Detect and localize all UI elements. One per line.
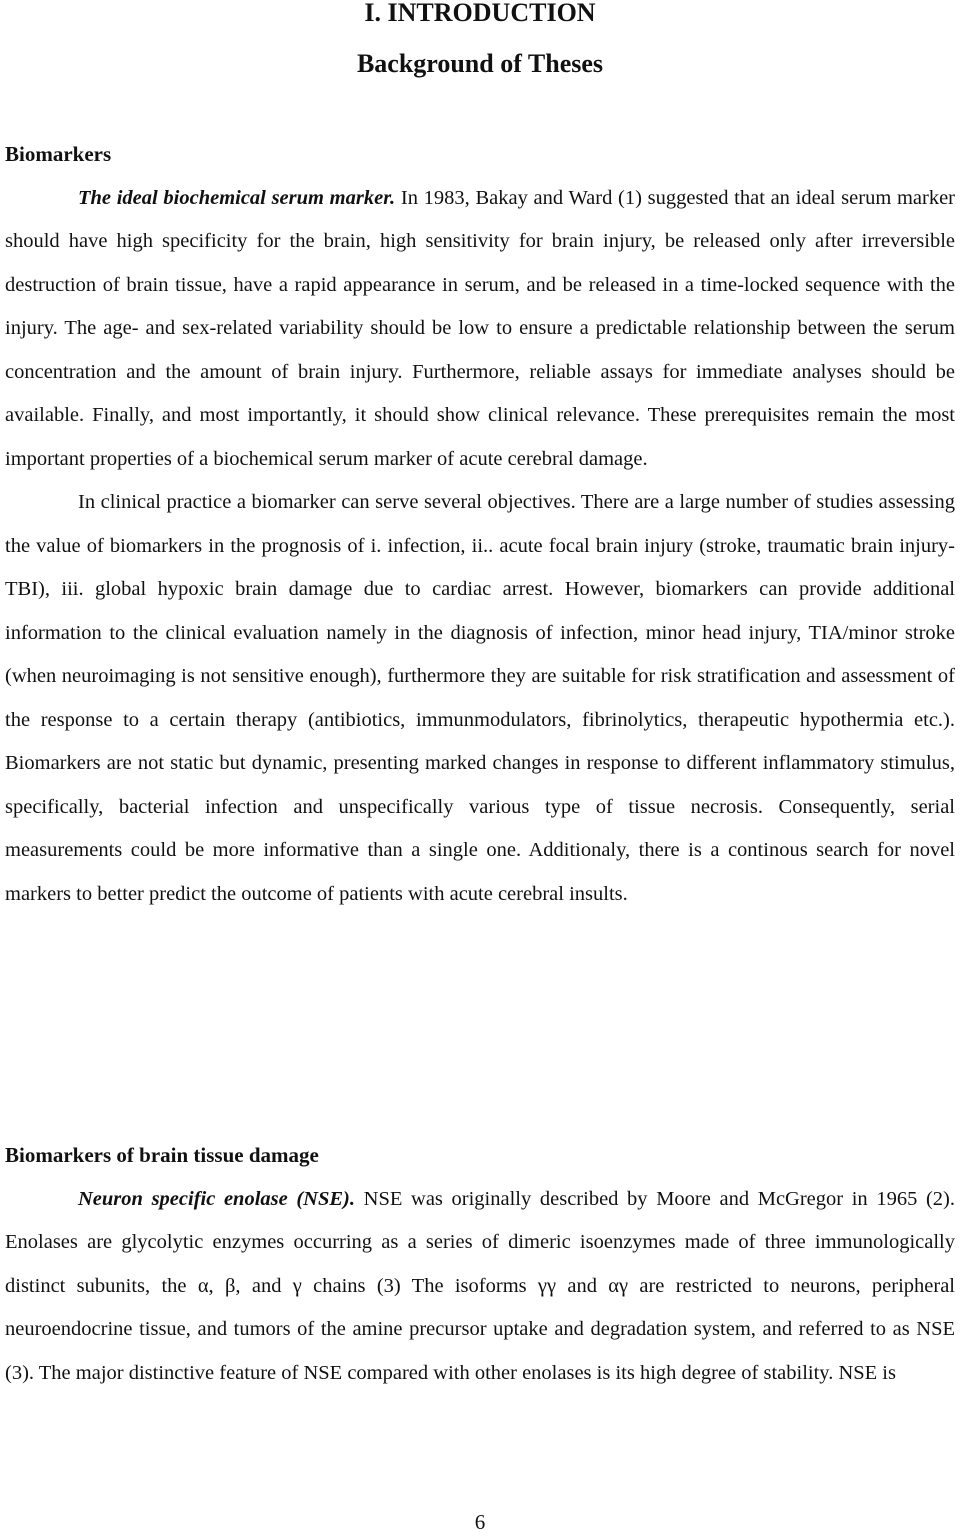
paragraph-ideal-marker — [5, 177, 955, 482]
section-biomarkers — [5, 133, 955, 916]
paragraph-text: NSE was originally described by Moore and McGregor in 1965 (2). Enolases are glycolytic enzymes occurring as a series of dimeric isoenzymes made of three immunologically distinct subunits, the α, β, and γ chains (3) The isoforms γγ and αγ are restricted to neurons, peripheral neuroendocrine tissue, and tumors of the amine precursor uptake and degradation system, and referred to as NSE (3). The major distinctive feature of NSE compared with other enolases is its high degree of stability. NSE is — [5, 1187, 955, 1384]
runin-ideal-marker: The ideal biochemical serum marker. — [78, 186, 396, 209]
section-brain-tissue-damage — [5, 1134, 955, 1395]
section-heading-biomarkers: Biomarkers — [5, 142, 112, 166]
paragraph-text: In 1983, Bakay and Ward (1) suggested that an ideal serum marker should have high specificity for the brain, high sensitivity for brain injury, be released only after irreversible destruction of brain tissue, have a rapid appearance in serum, and be released in a time-locked sequence with the injury. The age- and sex-related variability should be low to ensure a predictable relationship between the serum concentration and the amount of brain injury. Furthermore, reliable assays for immediate analyses should be available. Finally, and most importantly, it should show clinical relevance. These prerequisites remain the most important properties of a biochemical serum marker of acute cerebral damage. — [5, 186, 956, 470]
paragraph-nse — [5, 1178, 955, 1396]
paragraph-clinical-practice: In clinical practice a biomarker can serve several objectives. There are a large number of studies assessing the value of biomarkers in the prognosis of i. infection, ii.. acute focal brain injury (stroke, traumatic brain injury-TBI), iii. global hypoxic brain damage due to cardiac arrest. However, biomarkers can provide additional information to the clinical evaluation namely in the diagnosis of infection, minor head injury, TIA/minor stroke (when neuroimaging is not sensitive enough), furthermore they are suitable for risk stratification and assessment of the response to a certain therapy (antibiotics, immunmodulators, fibrinolytics, therapeutic hypothermia etc.). Biomarkers are not static but dynamic, presenting marked changes in response to different inflammatory stimulus, specifically, bacterial infection and unspecifically various type of tissue necrosis. Consequently, serial measurements could be more informative than a single one. Additionaly, there is a continous search for novel markers to better predict the outcome of patients with acute cerebral insults. — [5, 491, 955, 905]
section-heading-brain-damage: Biomarkers of brain tissue damage — [5, 1143, 319, 1167]
page-number: 6 — [474, 1510, 486, 1534]
chapter-title: I. INTRODUCTION — [364, 0, 596, 27]
chapter-subtitle: Background of Theses — [356, 49, 604, 78]
runin-nse: Neuron specific enolase (NSE). — [78, 1187, 356, 1210]
